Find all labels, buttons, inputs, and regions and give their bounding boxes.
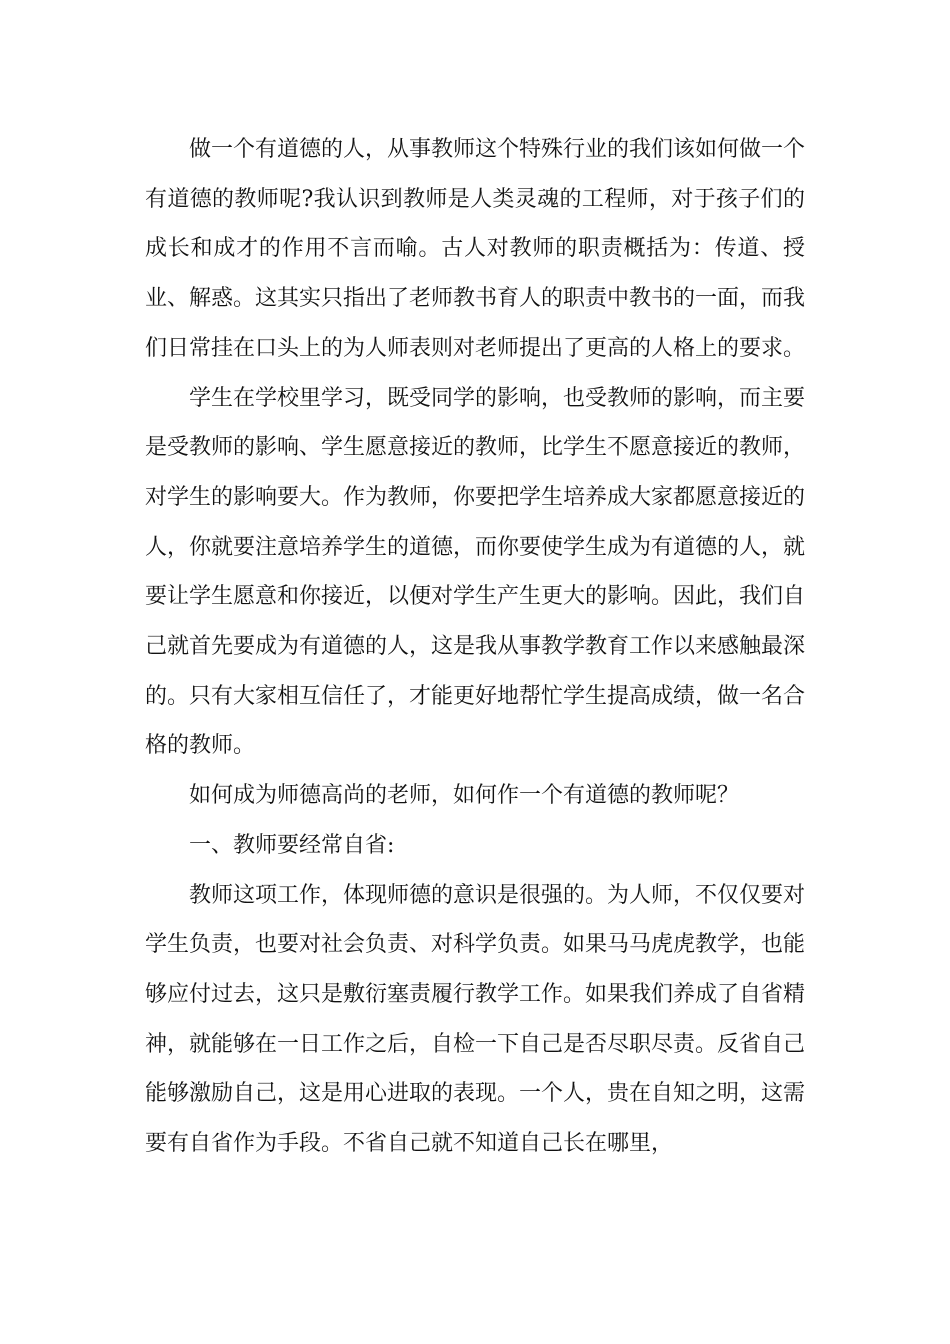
paragraph-1: 做一个有道德的人，从事教师这个特殊行业的我们该如何做一个有道德的教师呢?我认识到教师是人类灵魂的工程师，对于孩子们的成长和成才的作用不言而喻。古人对教师的职责概括为：传道、授业、解惑。这其实只指出了老师教书育人的职责中教书的一面，而我们日常挂在口头上的为人师表则对老师提出了更高的人格上的要求。 [145,137,806,361]
paragraph-2: 学生在学校里学习，既受同学的影响，也受教师的影响，而主要是受教师的影响、学生愿意接近的教师，比学生不愿意接近的教师，对学生的影响要大。作为教师，你要把学生培养成大家都愿意接近的人，你就要注意培养学生的道德，而你要使学生成为有道德的人，就要让学生愿意和你接近，以便对学生产生更大的影响。因此，我们自己就首先要成为有道德的人，这是我从事教学教育工作以来感触最深的。只有大家相互信任了，才能更好地帮忙学生提高成绩，做一名合格的教师。 [145,385,806,759]
paragraph-4: 教师这项工作，体现师德的意识是很强的。为人师，不仅仅要对学生负责，也要对社会负责、对科学负责。如果马马虎虎教学，也能够应付过去，这只是敷衍塞责履行教学工作。如果我们养成了自省精神，就能够在一日工作之后，自检一下自己是否尽职尽责。反省自己能够激励自己，这是用心进取的表现。一个人，贵在自知之明，这需要有自省作为手段。不省自己就不知道自己长在哪里， [145,882,806,1157]
document-body [145,125,805,1169]
section-heading: 一、教师要经常自省: [189,832,395,858]
paragraph-3: 如何成为师德高尚的老师，如何作一个有道德的教师呢？ [189,783,740,809]
